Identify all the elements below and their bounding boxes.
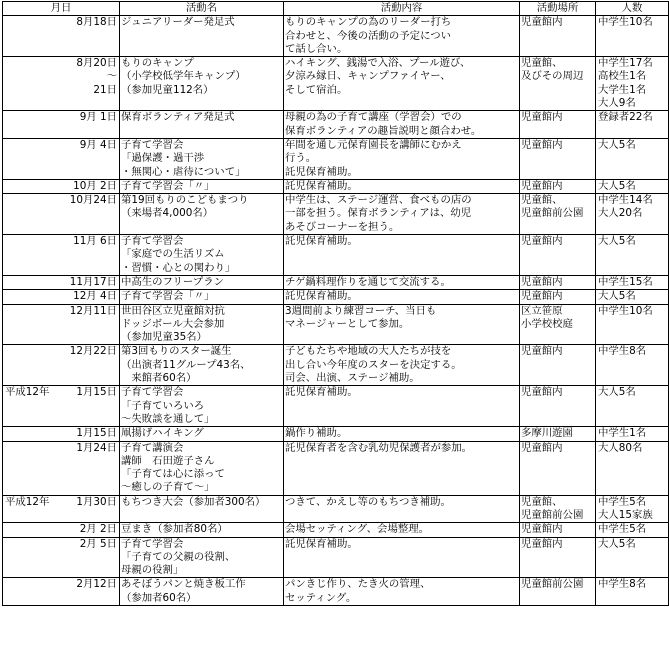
row-count: 中学生8名 <box>596 578 669 606</box>
row-activity-content: 託児保育補助。 <box>284 235 520 276</box>
row-activity-name: 凧揚げハイキング <box>120 427 284 441</box>
row-activity-place: 児童館内 <box>520 138 596 179</box>
row-date: 12月22日 <box>69 345 117 358</box>
table-row <box>3 345 669 386</box>
row-activity-name: あそぼうパンと焼き板工作 （参加者60名） <box>120 578 284 606</box>
row-count: 中学生10名 <box>596 16 669 57</box>
row-activity-content: 会場セッティング、会場整理。 <box>284 523 520 537</box>
row-date: 1月24日 <box>76 441 117 454</box>
row-activity-place: 児童館前公園 <box>520 578 596 606</box>
row-date-cell <box>3 441 120 495</box>
table-row <box>3 386 669 427</box>
row-date: 11月17日 <box>69 275 117 288</box>
row-date-cell <box>3 304 120 345</box>
row-activity-name: 子育て学習会「〃」 <box>120 179 284 193</box>
header-activity-content: 活動内容 <box>284 2 520 16</box>
row-activity-name: もりのキャンプ （小学校低学年キャンプ） （参加児童112名） <box>120 57 284 111</box>
row-activity-name: 子育て学習会「〃」 <box>120 290 284 304</box>
row-activity-content: 中学生は、ステージ運営、食べもの店の 一部を担う。保育ボランティアは、幼児 あそびコーナーを担う。 <box>284 194 520 235</box>
header-row <box>3 2 669 16</box>
table-row <box>3 275 669 289</box>
row-activity-place: 児童館内 <box>520 235 596 276</box>
row-date: 2月 5日 <box>79 537 117 550</box>
row-date-cell <box>3 537 120 578</box>
row-activity-place: 児童館内 <box>520 111 596 139</box>
table-row <box>3 427 669 441</box>
row-date: 1月15日 <box>76 427 117 440</box>
row-activity-name: 子育て学習会 「家庭での生活リズム ・習慣・心との関わり」 <box>120 235 284 276</box>
row-date-cell <box>3 57 120 111</box>
header-activity-place: 活動場所 <box>520 2 596 16</box>
row-date-cell <box>3 523 120 537</box>
header-count: 人数 <box>596 2 669 16</box>
row-activity-place: 区立笹原 小学校校庭 <box>520 304 596 345</box>
row-count: 大人5名 <box>596 138 669 179</box>
row-date-cell <box>3 495 120 523</box>
row-activity-content: 託児保育補助。 <box>284 537 520 578</box>
row-count: 中学生5名 <box>596 523 669 537</box>
row-activity-name: 世田谷区立児童館対抗 ドッジボール大会参加 （参加児童35名） <box>120 304 284 345</box>
table-row <box>3 578 669 606</box>
row-date-cell <box>3 179 120 193</box>
row-count: 中学生14名 大人20名 <box>596 194 669 235</box>
row-count: 中学生10名 <box>596 304 669 345</box>
row-activity-place: 児童館内 <box>520 275 596 289</box>
header-activity-name: 活動名 <box>120 2 284 16</box>
row-activity-place: 児童館内 <box>520 537 596 578</box>
table-row <box>3 290 669 304</box>
row-activity-content: チゲ鍋料理作りを通じて交流する。 <box>284 275 520 289</box>
table-row <box>3 441 669 495</box>
row-date: 11月 6日 <box>73 235 117 248</box>
row-activity-content: 母親の為の子育て講座（学習会）での 保育ボランティアの趣旨説明と顔合わせ。 <box>284 111 520 139</box>
row-activity-content: 託児保育補助。 <box>284 179 520 193</box>
row-activity-name: 豆まき（参加者80名） <box>120 523 284 537</box>
row-activity-place: 児童館内 <box>520 16 596 57</box>
row-count: 大人5名 <box>596 386 669 427</box>
table-row <box>3 16 669 57</box>
row-activity-name: ジュニアリーダー発足式 <box>120 16 284 57</box>
table-row <box>3 111 669 139</box>
row-count: 中学生15名 <box>596 275 669 289</box>
row-activity-content: もりのキャンプの為のリーダー打ち 合わせと、今後の活動の予定につい て話し合い。 <box>284 16 520 57</box>
row-date: 2月12日 <box>76 578 117 591</box>
row-activity-name: 子育て学習会 「子育ての父親の役割、 母親の役割」 <box>120 537 284 578</box>
table-row <box>3 523 669 537</box>
row-count: 大人80名 <box>596 441 669 495</box>
row-activity-name: 中高生のフリープラン <box>120 275 284 289</box>
row-date: 1月30日 <box>76 495 117 508</box>
row-era: 平成12年 <box>5 386 50 399</box>
row-date-cell <box>3 194 120 235</box>
row-activity-content: ハイキング、銭湯で入浴、プール遊び、 夕涼み縁日、キャンプファイヤー、 そして宿泊。 <box>284 57 520 111</box>
row-date: 9月 1日 <box>79 111 117 124</box>
table-row <box>3 138 669 179</box>
row-activity-place: 児童館内 <box>520 345 596 386</box>
row-activity-place: 児童館内 <box>520 290 596 304</box>
row-activity-name: 保育ボランティア発足式 <box>120 111 284 139</box>
row-date: 1月15日 <box>76 386 117 399</box>
row-activity-place: 児童館、 児童館前公園 <box>520 495 596 523</box>
row-date: 8月20日 ～ 21日 <box>76 57 117 96</box>
row-count: 中学生17名 高校生1名 大学生1名 大人9名 <box>596 57 669 111</box>
row-activity-content: 3週間前より練習コーチ、当日も マネージャーとして参加。 <box>284 304 520 345</box>
row-count: 大人5名 <box>596 290 669 304</box>
row-activity-place: 児童館内 <box>520 523 596 537</box>
row-date-cell <box>3 138 120 179</box>
row-activity-content: 鍋作り補助。 <box>284 427 520 441</box>
row-date-cell <box>3 345 120 386</box>
row-date: 12月11日 <box>69 304 117 317</box>
row-date: 9月 4日 <box>79 138 117 151</box>
row-activity-name: 第3回もりのスター誕生 （出演者11グループ43名、 来館者60名） <box>120 345 284 386</box>
table-row <box>3 304 669 345</box>
row-activity-content: 子どもたちや地域の大人たちが技を 出し合い今年度のスターを決定する。 司会、出演、ステージ補助。 <box>284 345 520 386</box>
table-row <box>3 235 669 276</box>
row-activity-content: パンきじ作り、たき火の管理、 セッティング。 <box>284 578 520 606</box>
row-date: 8月18日 <box>76 16 117 29</box>
row-activity-name: 子育て講演会 講師 石田遊子さん 「子育ては心に添って ～癒しの子育て～」 <box>120 441 284 495</box>
row-activity-place: 児童館内 <box>520 179 596 193</box>
table-row <box>3 179 669 193</box>
table-row <box>3 537 669 578</box>
header-date: 月日 <box>3 2 120 16</box>
row-activity-place: 児童館内 <box>520 386 596 427</box>
row-date-cell <box>3 578 120 606</box>
row-activity-content: 託児保育補助。 <box>284 290 520 304</box>
row-activity-name: 子育て学習会 「子育ていろいろ ～失敗談を通して」 <box>120 386 284 427</box>
row-date: 12月 4日 <box>73 290 117 303</box>
table-row <box>3 57 669 111</box>
row-activity-content: つきて、かえし等のもちつき補助。 <box>284 495 520 523</box>
row-date-cell <box>3 235 120 276</box>
row-date: 10月 2日 <box>73 179 117 192</box>
row-activity-name: 第19回もりのこどもまつり （来場者4,000名） <box>120 194 284 235</box>
table-row <box>3 495 669 523</box>
row-date-cell <box>3 427 120 441</box>
row-activity-content: 託児保育者を含む乳幼児保護者が参加。 <box>284 441 520 495</box>
row-count: 中学生5名 大人15家族 <box>596 495 669 523</box>
row-activity-content: 託児保育補助。 <box>284 386 520 427</box>
row-date-cell <box>3 290 120 304</box>
activity-table <box>2 1 669 606</box>
table-row <box>3 194 669 235</box>
row-count: 中学生8名 <box>596 345 669 386</box>
row-activity-place: 児童館、 及びその周辺 <box>520 57 596 111</box>
row-date: 10月24日 <box>69 194 117 207</box>
row-activity-name: もちつき大会（参加者300名） <box>120 495 284 523</box>
row-date: 2月 2日 <box>79 523 117 536</box>
row-era: 平成12年 <box>5 495 50 508</box>
row-count: 大人5名 <box>596 235 669 276</box>
row-date-cell <box>3 386 120 427</box>
row-count: 登録者22名 <box>596 111 669 139</box>
row-activity-content: 年間を通し元保育園長を講師にむかえ 行う。 託児保育補助。 <box>284 138 520 179</box>
row-date-cell <box>3 111 120 139</box>
row-count: 大人5名 <box>596 179 669 193</box>
row-date-cell <box>3 275 120 289</box>
row-count: 大人5名 <box>596 537 669 578</box>
row-activity-place: 多摩川遊園 <box>520 427 596 441</box>
row-activity-name: 子育て学習会 「過保護・過干渉 ・無関心・虐待について」 <box>120 138 284 179</box>
row-date-cell <box>3 16 120 57</box>
row-activity-place: 児童館内 <box>520 441 596 495</box>
row-activity-place: 児童館、 児童館前公園 <box>520 194 596 235</box>
row-count: 中学生1名 <box>596 427 669 441</box>
